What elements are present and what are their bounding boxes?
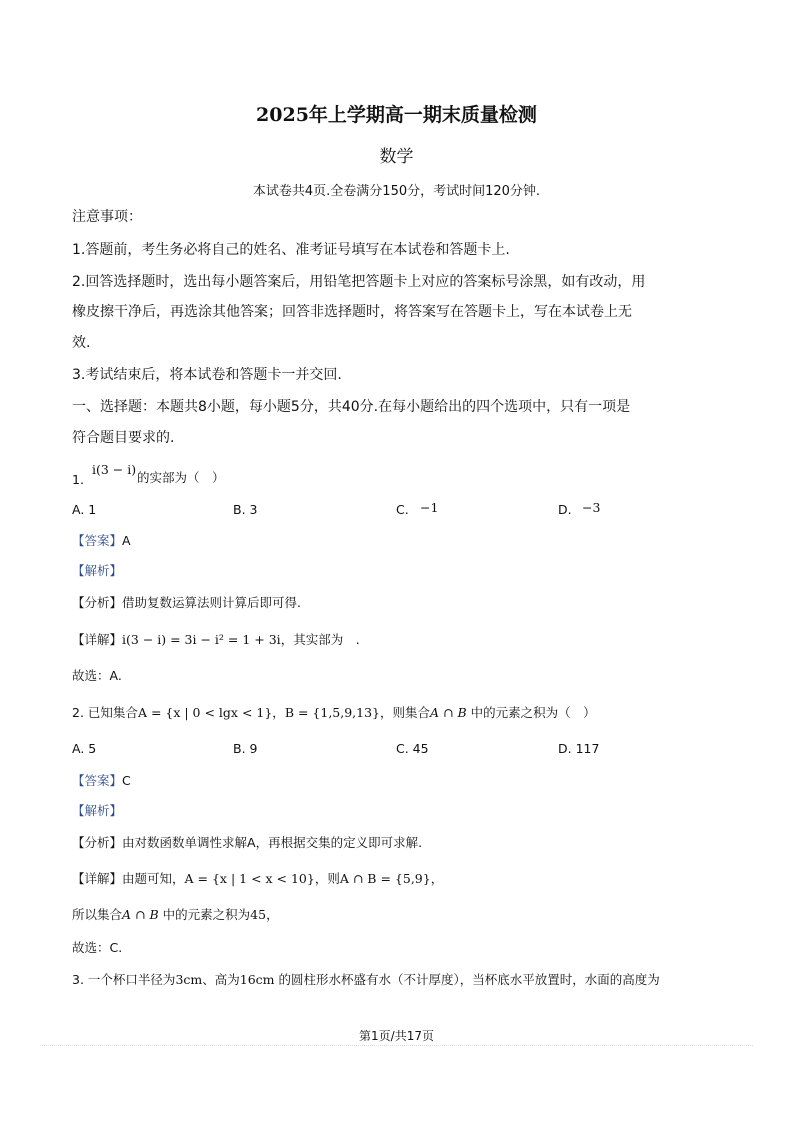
question-2-stem bbox=[72, 704, 596, 722]
question-number: 3. bbox=[72, 972, 84, 987]
option-d: D. 117 bbox=[558, 741, 600, 756]
fenxi-text: 借助复数运算法则计算后即可得. bbox=[122, 595, 301, 610]
exam-subject: 数学 bbox=[379, 147, 414, 167]
stem-text: 、高为 bbox=[202, 972, 240, 987]
exam-title: 2025年上学期高一期末质量检测 bbox=[256, 104, 537, 126]
fenxi-tag: 【分析】 bbox=[72, 835, 123, 850]
option-c: C. 45 bbox=[396, 741, 429, 756]
answer-tag: 【答案】 bbox=[72, 773, 123, 788]
question-number: 1. bbox=[72, 472, 84, 487]
detail-expression: i(3 − i) = 3i − i² = 1 + 3i bbox=[122, 632, 281, 647]
answer-value: C bbox=[122, 773, 131, 788]
set-a: A = {x | 0 < lgx < 1} bbox=[137, 705, 273, 720]
set-b: B = {1,5,9,13} bbox=[284, 705, 381, 720]
option-a: A. 1 bbox=[72, 502, 97, 517]
exam-info: 本试卷共4页.全卷满分150分，考试时间120分钟. bbox=[252, 184, 541, 199]
fenxi-tag: 【分析】 bbox=[72, 595, 123, 610]
option-d-value: −3 bbox=[582, 500, 601, 515]
line-text: 所以集合 bbox=[72, 907, 123, 922]
question-stem: 的实部为（ ） bbox=[137, 470, 225, 485]
notice-item: 1.答题前，考生务必将自己的姓名、准考证号填写在本试卷和答题卡上. bbox=[72, 242, 510, 258]
line-text: 中的元素之积为 bbox=[162, 907, 251, 922]
choice-line: 故选：A. bbox=[72, 668, 122, 683]
punctuation: ， bbox=[272, 705, 285, 720]
option-c-value: −1 bbox=[420, 500, 439, 515]
punctuation: ， bbox=[266, 907, 279, 922]
detail-tag: 【详解】 bbox=[72, 871, 123, 886]
option-b: B. 3 bbox=[233, 502, 258, 517]
divider bbox=[40, 1045, 753, 1047]
question-number: 2. bbox=[72, 705, 84, 720]
stem-text: 已知集合 bbox=[87, 705, 138, 720]
notice-item: 橡皮擦干净后，再选涂其他答案；回答非选择题时，将答案写在答题卡上，写在本试卷上无 bbox=[72, 304, 632, 320]
detail-set: A = {x | 1 < x < 10} bbox=[184, 871, 315, 886]
page-footer: 第1页/共17页 bbox=[359, 1029, 434, 1043]
detail-text: 由题可知， bbox=[122, 871, 185, 886]
option-a: A. 5 bbox=[72, 741, 97, 756]
fenxi-line bbox=[72, 834, 422, 852]
option-d: D. bbox=[558, 502, 572, 517]
analysis-tag: 【解析】 bbox=[72, 563, 123, 578]
answer-line bbox=[72, 772, 131, 790]
section-heading: 一、选择题：本题共8小题，每小题5分，共40分.在每小题给出的四个选项中，只有一项是 bbox=[72, 399, 631, 415]
height-value: 16cm bbox=[239, 972, 275, 987]
stem-text: 的圆柱形水杯盛有水（不计厚度），当杯底水平放置时，水面的高度为 bbox=[278, 972, 660, 987]
detail-intersection: A ∩ B = {5,9} bbox=[339, 871, 431, 886]
detail-tag: 【详解】 bbox=[72, 632, 123, 647]
intersection: A ∩ B bbox=[122, 907, 159, 922]
intersection: A ∩ B bbox=[430, 705, 467, 720]
notice-item: 3.考试结束后，将本试卷和答题卡一并交回. bbox=[72, 367, 342, 383]
detail-line bbox=[72, 870, 443, 888]
fenxi-text: 由对数函数单调性求解A，再根据交集的定义即可求解. bbox=[122, 835, 423, 850]
option-b: B. 9 bbox=[233, 741, 258, 756]
question-3-stem bbox=[72, 971, 660, 989]
answer-value: A bbox=[122, 533, 131, 548]
product-line bbox=[72, 906, 279, 924]
notice-item: 效. bbox=[72, 335, 91, 351]
notice-item: 2.回答选择题时，选出每小题答案后，用铅笔把答题卡上对应的答案标号涂黑，如有改动，用 bbox=[72, 274, 646, 290]
question-expression: i(3 − i) bbox=[92, 462, 137, 477]
stem-text: 一个杯口半径为 bbox=[87, 972, 176, 987]
analysis-tag: 【解析】 bbox=[72, 803, 123, 818]
detail-text: ，则 bbox=[314, 871, 340, 886]
stem-text: 中的元素之积为（ ） bbox=[470, 705, 596, 720]
notice-heading: 注意事项： bbox=[72, 209, 142, 225]
choice-line: 故选：C. bbox=[72, 940, 123, 955]
detail-line bbox=[72, 631, 360, 649]
section-heading-cont: 符合题目要求的. bbox=[72, 430, 175, 446]
option-c: C. bbox=[396, 502, 409, 517]
radius-value: 3cm bbox=[175, 972, 203, 987]
detail-tail: ，其实部为 . bbox=[280, 632, 360, 647]
answer-tag: 【答案】 bbox=[72, 533, 123, 548]
product-value: 45 bbox=[250, 907, 267, 922]
stem-text: ，则集合 bbox=[380, 705, 431, 720]
answer-line bbox=[72, 532, 131, 550]
fenxi-line bbox=[72, 594, 301, 612]
punctuation: ， bbox=[430, 871, 444, 886]
